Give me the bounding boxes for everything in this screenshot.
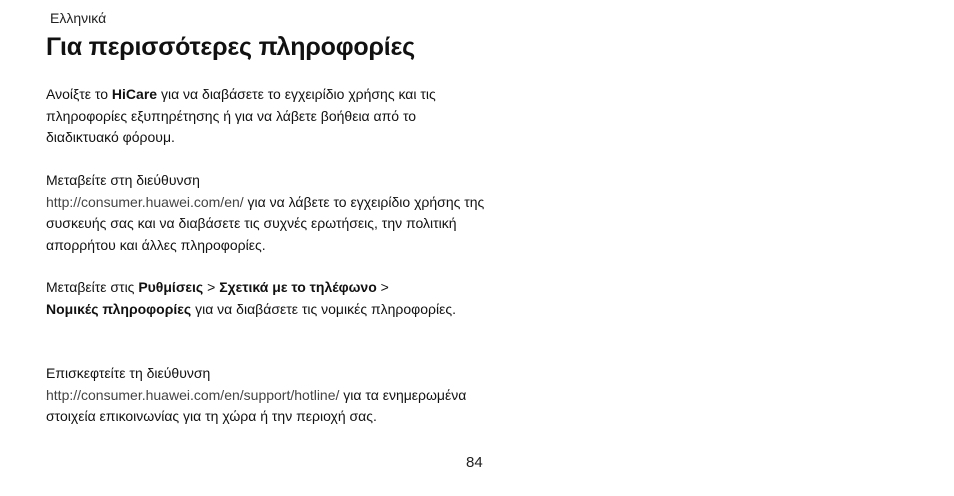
breadcrumb-separator: > — [376, 279, 389, 295]
consumer-site-link[interactable]: http://consumer.huawei.com/en/ — [46, 193, 244, 210]
hotline-link[interactable]: http://consumer.huawei.com/en/support/hotline/ — [46, 386, 340, 403]
breadcrumb-separator: > — [203, 279, 220, 295]
page-number: 84 — [466, 454, 483, 471]
paragraph-consumer-site — [46, 170, 486, 256]
menu-about-phone: Σχετικά με το τηλέφωνο — [219, 279, 377, 295]
hicare-app-name: HiCare — [111, 86, 158, 102]
paragraph-hotline — [46, 363, 486, 428]
page-title: Για περισσότερες πληροφορίες — [46, 33, 415, 61]
p4-text-after: για τα ενημερωμένα στοιχεία επικοινωνίας για τη χώρα ή την περιοχή σας. — [46, 386, 467, 425]
language-label: Ελληνικά — [50, 10, 107, 26]
p3-text-after: για να διαβάσετε τις νομικές πληροφορίες. — [191, 300, 456, 317]
menu-legal-info: Νομικές πληροφορίες — [46, 300, 192, 317]
menu-settings: Ρυθμίσεις — [138, 279, 204, 295]
p2-text-before: Μεταβείτε στη διεύθυνση — [46, 172, 200, 188]
p2-text-after: για να λάβετε το εγχειρίδιο χρήσης της συσκευής σας και να διαβάσετε τις συχνές ερωτήσεις, την πολιτική απορρήτου και άλλες πληροφορίες. — [46, 193, 485, 253]
paragraph-hicare — [46, 84, 486, 149]
p4-text-before: Επισκεφτείτε τη διεύθυνση — [46, 365, 211, 381]
p1-text-after: για να διαβάσετε το εγχειρίδιο χρήσης και τις πληροφορίες εξυπηρέτησης ή για να λάβετε βοήθεια από το διαδικτυακό φόρουμ. — [46, 86, 436, 146]
paragraph-legal-info — [46, 277, 486, 320]
p1-text-before: Ανοίξτε το — [46, 86, 112, 102]
p3-text-before: Μεταβείτε στις — [46, 279, 139, 295]
